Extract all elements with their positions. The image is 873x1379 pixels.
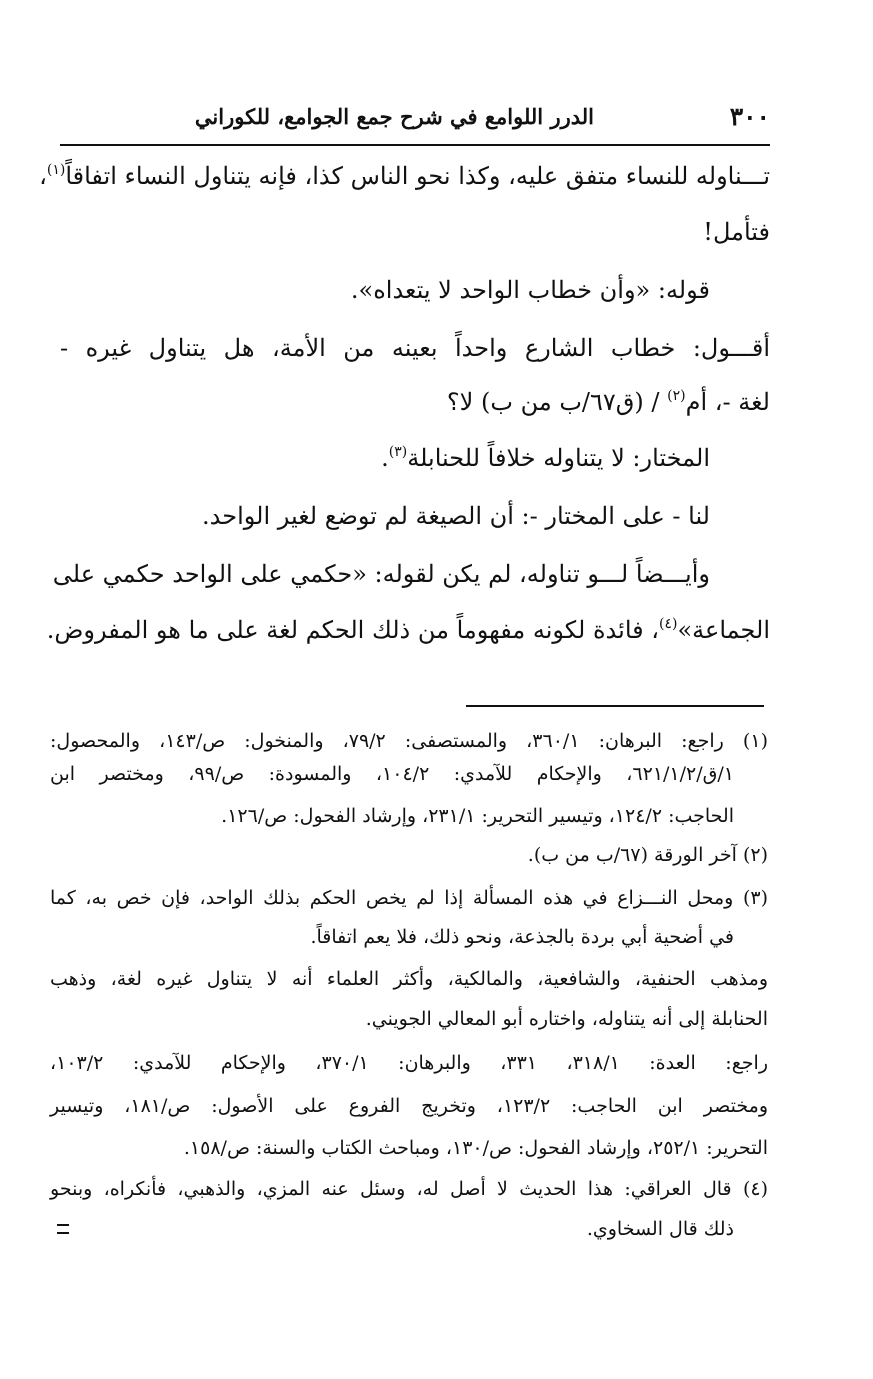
footnote-line: (٣) ومحل النـــزاع في هذه المسألة إذا لم يخص الحكم بذلك الواحد، فإن خص به، كما	[50, 887, 768, 909]
footnote-ref: (٤)	[659, 616, 678, 632]
footnote-ref: (٢)	[667, 388, 686, 404]
footnote-marker: (٤)	[742, 1178, 768, 1200]
main-text-line: لنا - على المختار -: أن الصيغة لم توضع لغير الواحد.	[202, 502, 710, 530]
main-text-line: قوله: «وأن خطاب الواحد لا يتعداه».	[350, 276, 710, 304]
footnote-line: (٤) قال العراقي: هذا الحديث لا أصل له، وسئل عنه المزي، والذهبي، فأنكراه، وبنحو	[50, 1178, 768, 1200]
footnote-line: في أضحية أبي بردة بالجذعة، ونحو ذلك، فلا يعم اتفاقاً.	[310, 926, 734, 948]
main-text-line: المختار: لا يتناوله خلافاً للحنابلة$^{(٣)}$.	[381, 444, 710, 472]
footnote-line: (٢) آخر الورقة (٦٧/ب من ب).	[527, 844, 768, 866]
footnote-marker: (٢)	[742, 844, 768, 866]
footnote-line: الحنابلة إلى أنه يتناوله، واختاره أبو المعالي الجويني.	[365, 1008, 768, 1030]
footnote-ref: (١)	[46, 162, 66, 178]
footnote-line: الحاجب: ١٢٤/٢، وتيسير التحرير: ٢٣١/١، وإرشاد الفحول: ص/١٢٦.	[221, 805, 734, 827]
continuation-mark	[57, 1224, 69, 1234]
footnote-line: ومذهب الحنفية، والشافعية، والمالكية، وأكثر العلماء أنه لا يتناول غيره لغة، وذهب	[50, 968, 768, 990]
footnote-line: (١) راجع: البرهان: ٣٦٠/١، والمستصفى: ٧٩/٢، والمنخول: ص/١٤٣، والمحصول:	[50, 730, 768, 752]
footnote-line: ذلك قال السخاوي.	[586, 1218, 734, 1240]
footnote-marker: (١)	[742, 730, 768, 752]
main-text-line: فتأمل!	[703, 218, 770, 246]
main-text-line: وأيـــضاً لـــو تناوله، لم يكن لقوله: «حكمي على الواحد حكمي على	[52, 560, 710, 588]
main-text-line: أقـــول: خطاب الشارع واحداً بعينه من الأمة، هل يتناول غيره -	[60, 334, 770, 362]
header-rule	[60, 144, 770, 146]
footnote-ref: (٣)	[388, 444, 408, 460]
footnote-separator	[466, 705, 764, 707]
main-text-line: الجماعة»$^{(٤)}$، فائدة لكونه مفهوماً من ذلك الحكم لغة على ما هو المفروض.	[46, 616, 770, 644]
running-title: الدرر اللوامع في شرح جمع الجوامع، للكوراني	[194, 104, 594, 129]
footnote-line: ومختصر ابن الحاجب: ١٢٣/٢، وتخريج الفروع على الأصول: ص/١٨١، وتيسير	[50, 1095, 768, 1117]
footnote-line: ١/ق/٦٢١/١/٢، والإحكام للآمدي: ١٠٤/٢، والمسودة: ص/٩٩، ومختصر ابن	[50, 763, 734, 785]
footnote-line: راجع: العدة: ٣١٨/١، ٣٣١، والبرهان: ٣٧٠/١، والإحكام للآمدي: ١٠٣/٢،	[50, 1052, 768, 1074]
page-number: ٣٠٠	[729, 102, 770, 131]
footnote-marker: (٣)	[742, 887, 768, 909]
main-text-line: تـــناوله للنساء متفق عليه، وكذا نحو الناس كذا، فإنه يتناول النساء اتفاقاً$^{(١)}$،	[39, 162, 770, 190]
main-text-line: لغة -، أم$^{(٢)}$ / (ق٦٧/ب من ب) لا؟	[446, 388, 770, 416]
footnote-line: التحرير: ٢٥٢/١، وإرشاد الفحول: ص/١٣٠، ومباحث الكتاب والسنة: ص/١٥٨.	[183, 1137, 768, 1159]
page-header	[60, 100, 770, 140]
